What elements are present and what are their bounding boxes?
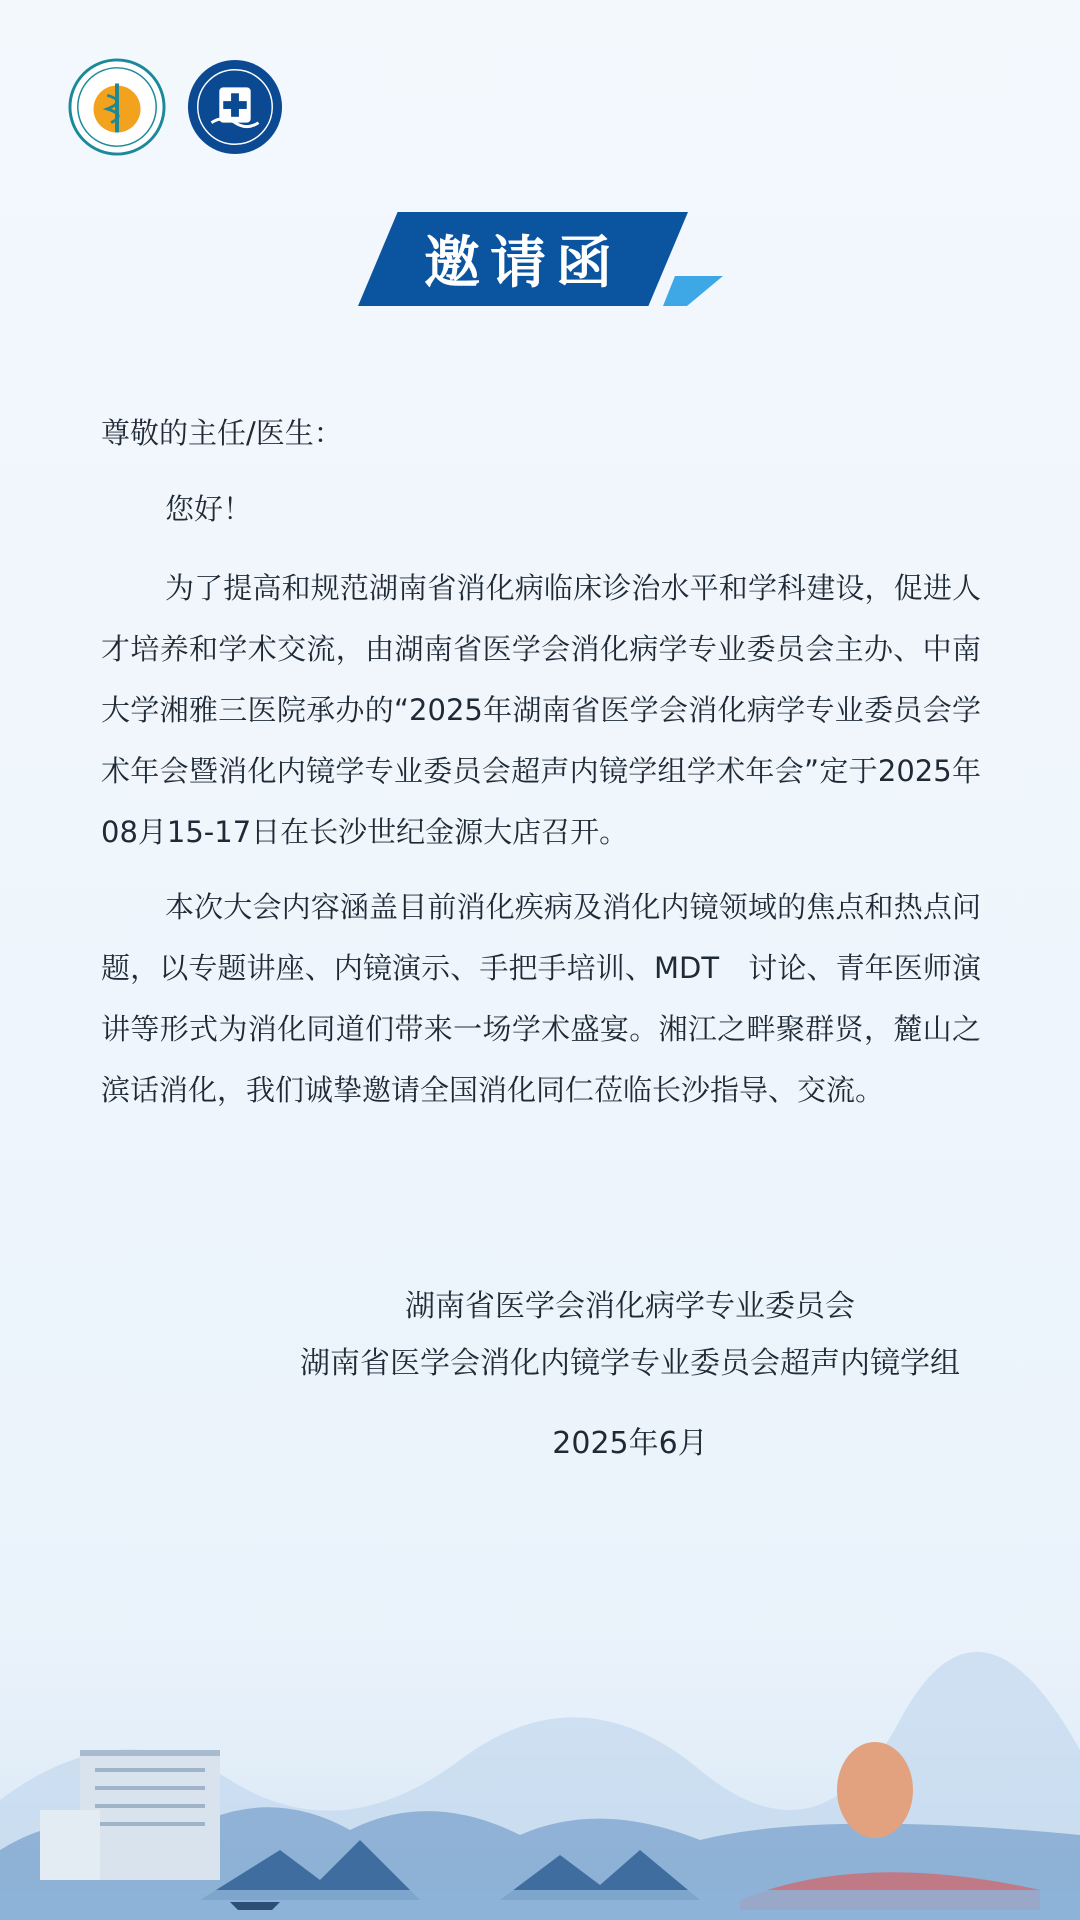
paragraph-1: 为了提高和规范湖南省消化病临床诊治水平和学科建设，促进人才培养和学术交流，由湖南省医学会消化病学专业委员会主办、中南大学湘雅三医院承办的“2025年湖南省医学会消化病学专业委员会学术年会暨消化内镜学专业委员会超声内镜学组学术年会”定于2025年08月15-17日在长沙世纪金源大店召开。 [101,571,981,849]
paragraph-2: 本次大会内容涵盖目前消化疾病及消化内镜领域的焦点和热点问题，以专题讲座、内镜演示、手把手培训、MDT 讨论、青年医师演讲等形式为消化同道们带来一场学术盛宴。湘江之畔聚群贤，麓山之滨话消化，我们诚挚邀请全国消化同仁莅临长沙指导、交流。 [101,890,981,1107]
signature-date: 2025年6月 [552,1426,708,1461]
page-title: 邀请函 [424,231,622,296]
salutation: 尊敬的主任/医生： [101,416,343,450]
landscape-illustration [0,1600,1080,1920]
signature-block [240,1278,1020,1392]
title-banner [358,212,723,308]
letter-body [101,408,981,1135]
signature-org-1: 湖南省医学会消化病学专业委员会 [405,1289,855,1324]
medical-association-logo [68,58,166,156]
hospital-logo [186,58,284,156]
logo-group [68,58,284,156]
signature-org-2: 湖南省医学会消化内镜学专业委员会超声内镜学组 [300,1346,960,1381]
greeting: 您好！ [165,492,253,526]
